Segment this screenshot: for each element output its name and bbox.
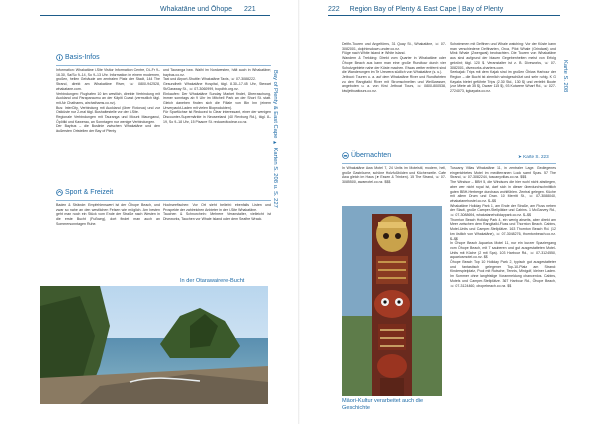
sport-rule	[56, 200, 271, 201]
verbindungen-text: Verbindungen: Flughafen 10 km westlich, direkte Verbindung mit Auckland und Paraparaumu an der Kāpiti Coast (vermutlich tägl. mit Air Chathams, airchathams.co.nz).	[56, 91, 160, 105]
left-header-title: Whakatāne und Ōhope	[160, 6, 232, 13]
carving-photo	[342, 206, 442, 396]
right-header	[328, 6, 503, 13]
seekajak-text: Seekajak: Trips mit dem Kajak sind im großen Ōhiwa Harbour der Region – die Bucht ist ziemlich windgeschützt und sehr ruhig. K G Kayaks bietet geführte Trips (2.30 Std., 130 $) und verleiht Boote (zur Miete ab 35 $), Dwaer 115 $), 93 Kutarere Wharf Rd., ☏ 027-2724073, kgkayaks.co.nz.	[450, 70, 556, 94]
hochseefischen-text: Hochseefischen: Vor Ort sieht beliebt: ebenfalls Listen und Prospekte der zahlreichen Anbieter in der i-Site Whakatāne.	[163, 203, 271, 212]
sparfuchse-text: Für Sparfüchse ist Reduced to Clear interessant, einer der wenigen Discounter-Supermärkte in Neuseeland (40 Rexburg Rd.), tägl. 8–19, So 9–18 Uhr, 15 Pisacre St. reducedtoclear.co.nz.	[163, 110, 271, 124]
left-header-rule	[40, 15, 270, 16]
basis-infos-col2	[163, 68, 271, 124]
aquarius-text: In Ōhope Beach Aquarius Motel 11, nur ein kurzer Spaziergang vom Ōhope Beach, mit 7 sauberen und gut ausgestatteten Motel-Units mit Küche (2 mit Spa). 103 Harbour Rd., ☏ 07-3124550, aquariusmotel.co.nz. $$	[450, 241, 556, 260]
thornton-text: Thornton Beach Holiday Park 4, ein wenig abseits, aber direkt am Meer zwischen dem Rangitaiki-Fluss und Thornton Beach. Cabins, Motel-Units und Camper-Stellplätze. 163 Thornton Beach Rd. (12 km östlich von Whakatāne), ☏ 07-3048276, thorntonbeach.co.nz. $–$$	[450, 217, 556, 241]
uebernachten-title: Übernachten	[351, 152, 392, 159]
awa-motel-text: In Whakatāne Awa Motel 7, 24 Units im Motelstil, modern, hell, große Gaströume, schöne Holzfußböden und Küchenzeile. Cafe Awa gleich im Haus (➤ Essen & Trinken). 15 The Strand, ☏ 07-3085500, awamotel.co.nz. $$$	[342, 166, 446, 185]
coast-photo-image	[40, 286, 268, 404]
regional-text: Regionale Verbindungen mit Tauranga und Mount Maunganui, Ōpōtiki und Kawerau, an Sonntagen nur wenige Verbindungen.	[56, 115, 160, 124]
basis-infos-rule	[56, 65, 271, 66]
right-photo-caption: Māori-Kultur verarbeitet auch die Geschichte	[342, 398, 424, 411]
gesundheit-text: Gesundheit: Whakatāne Hospital, tägl. 8.30–17.45 Uhr, Stewart St/Garaway St., ☏ 07-3060999, bopdhb.org.nz.	[163, 82, 271, 91]
tuscany-villas-text: Tuscany Villas Whakatāne 11, in zentraler Lage. Gediegenes eingerichtetes Motel im mediterranen Look samt Spas. 57 The Strand, ☏ 07-3082244, tuscanyvillas.co.nz. $$$	[450, 166, 556, 180]
uebernachten-heading	[342, 152, 391, 159]
jetboot-text: Jetboot: Touren u. a. auf dem Whakatāne River und Rundfahrten zu den Rangitaiki River mit Stromschnellen und Weißwasser, angeboten u. a. von Kiwi Jetboat Tours, ☏ 0800-800538, kiwijetboattours.co.nz.	[342, 74, 446, 94]
carving-photo-image	[342, 206, 442, 396]
sport-col2	[163, 203, 271, 222]
left-photo-caption: In der Otarawairere-Bucht	[180, 278, 245, 284]
basis-infos-col1	[56, 68, 160, 134]
map-reference: ➤ Karte S. 223	[518, 154, 549, 159]
right-header-page: 222	[328, 6, 340, 13]
sport-col1	[56, 203, 160, 227]
bed-icon	[342, 152, 349, 159]
info-icon	[56, 54, 63, 61]
left-header-page: 221	[243, 6, 256, 13]
uebernachten-col1	[342, 166, 446, 185]
left-side-label: Bay of Plenty & East Cape ▸ Karten S. 208 u. S. 227	[272, 70, 278, 208]
coast-photo	[40, 286, 268, 404]
tauchen-text: Tauchen & Schnorcheln: Mehrere Veranstalter, vielleicht ist Diveworks, Tauchen vor Whale Island oder dem Seafire Wrack.	[163, 212, 271, 222]
top10-text: Ōhope Beach Top 10 Holiday Park 2, typisch gut ausgestatteter und fantastisch gelegener Top-10-Platz am Strand: Kinderspielplatz, Pool mit Rutsche, Tennis, Minigolf, kleiner Laden. Im Sommer ohne langfristige Voranmeldung chancenlos. Cabins, Motels und Camper-Stellplätze. 367 Harbour Rd., Ōhope Beach, ☏ 07-3124460, ohopebeach.co.nz. $$	[450, 260, 556, 288]
basis-infos-title: Basis-Infos	[65, 54, 100, 61]
right-page	[300, 0, 600, 424]
sport-icon	[56, 189, 63, 196]
delfin-touren-text: Delfin-Touren und Angeltörns, 31 Quay St., Whakatāne, ☏ 07-3082001, dolphinsdown-under.co.nz.	[342, 42, 446, 51]
sport-heading	[56, 189, 113, 196]
right-col1-top	[342, 42, 446, 94]
bus-text: Bus: InterCity, Verbindung mit Auckland (über Rotorua) und zur Ostküste nur 2-mal tägl. Bushaltestelle vor der i-Site.	[56, 105, 160, 115]
taxi-text: Taxi und Airport-Shuttle: Whakatāne Taxis, ☏ 07-3088222.	[163, 77, 256, 82]
delfine-text: Schwimmen mit Delfinen und Whale watching: Vor der Küste kann man verschiedene Delfinarten, Orca, Pilot Whale (Grindwal) und Mink Whale (Zwergwal) beobachten. Die Touren von Whakatāne aus sind aufgrund der blauen Gegebenheiten meist von Erfolg gekrönt; tägl. 120 $. Veranstalter ist z. B. Diveworks, ☏ 07-3082001, diveworks-charters.com.	[450, 42, 556, 70]
right-side-label: Karte S. 208	[562, 60, 568, 93]
right-header-title: Region Bay of Plenty & East Cape | Bay of Plenty	[349, 6, 504, 13]
baybus-cont-text: und Tauranga bzw. Waihi im Nordwesten, hält auch in Whakatāne; baybus.co.nz.	[163, 68, 271, 77]
sport-title: Sport & Freizeit	[65, 189, 114, 196]
einkaufen-text: Einkaufen: Der Whakatāne Sunday Market findet, Überraschung, immer sonntags ab 9 Uhr im Mitchell Park an der Short St. statt. Gleich daneben finden sich die Filiale von Bin Inn (einem Unverpackt-Laden mit vielen Bioprodukten).	[163, 91, 271, 110]
uebernachten-rule	[342, 163, 556, 164]
windsor-text: The Windsor – BBH 5, die Windsors die hier wohl nicht abstiegen, aber wer nicht royal ist, darf sich in dieser überdurchschnittlich guten BBH-Herberge durchaus wohlfühlen. Zentral gelegen. Küche mit allem Drum und Dran. 10 Merritt St., ☏ 07-3088040, whakatanehostel.co.nz. $–$$	[450, 180, 556, 203]
fluege-text: Flüge nach White Island ➤ White Island.	[342, 51, 406, 56]
wandern-text: Wandern & Trekking: Direkt vom Quarter in Whakatāne oder Ōhope Beach aus kann man eine große Rundtour durch vier Schutzgebiete nahe der Küste machen. Etwas weiter entfernt sind die Wanderungen im Te Urewera südlich von Whakatāne (s. u.).	[342, 56, 446, 75]
baybus-text: Der Baybus – die Buslinie zwischen Whakatāne und den äußersten Ortsteilen der Bay of Plenty	[56, 124, 160, 134]
uebernachten-col2	[450, 166, 556, 288]
right-header-rule	[328, 15, 560, 16]
holiday-park-text: Whakatāne Holiday Park 1, am Ende der Straße, am Fluss neben der Stadt, große Camper-Stellplätze und Cabins. 1 McGarvey Rd., ☏ 07-3088694, whakataneholidaypark.co.nz. $–$$	[450, 203, 556, 218]
left-header	[160, 6, 256, 13]
basis-infos-heading	[56, 54, 100, 61]
right-col2-top	[450, 42, 556, 94]
info-text: Information: Whakatāne i-Site Visitor Information Centre, Di–Fr 9–16.30, Sa/So 9–14, So 9–13 Uhr. Information in einem modernen, großen, hellen Gebäude am zentralen Platz der Stadt, 144 The Strand, direkt am Whakatāne River, ☏ 0800-942528, whakatane.com.	[56, 68, 160, 91]
baden-text: Baden & Strände: Empfehlenswert ist der Ōhope Beach, und zwar so nahe an den westlichen Felsen wie möglich. Am besten geht man noch ein Stück vom Ende der Straße nach Westen in die erste Bucht (Fußweg), dort findet man auch an Sommersonntagen Ruhe.	[56, 203, 160, 226]
